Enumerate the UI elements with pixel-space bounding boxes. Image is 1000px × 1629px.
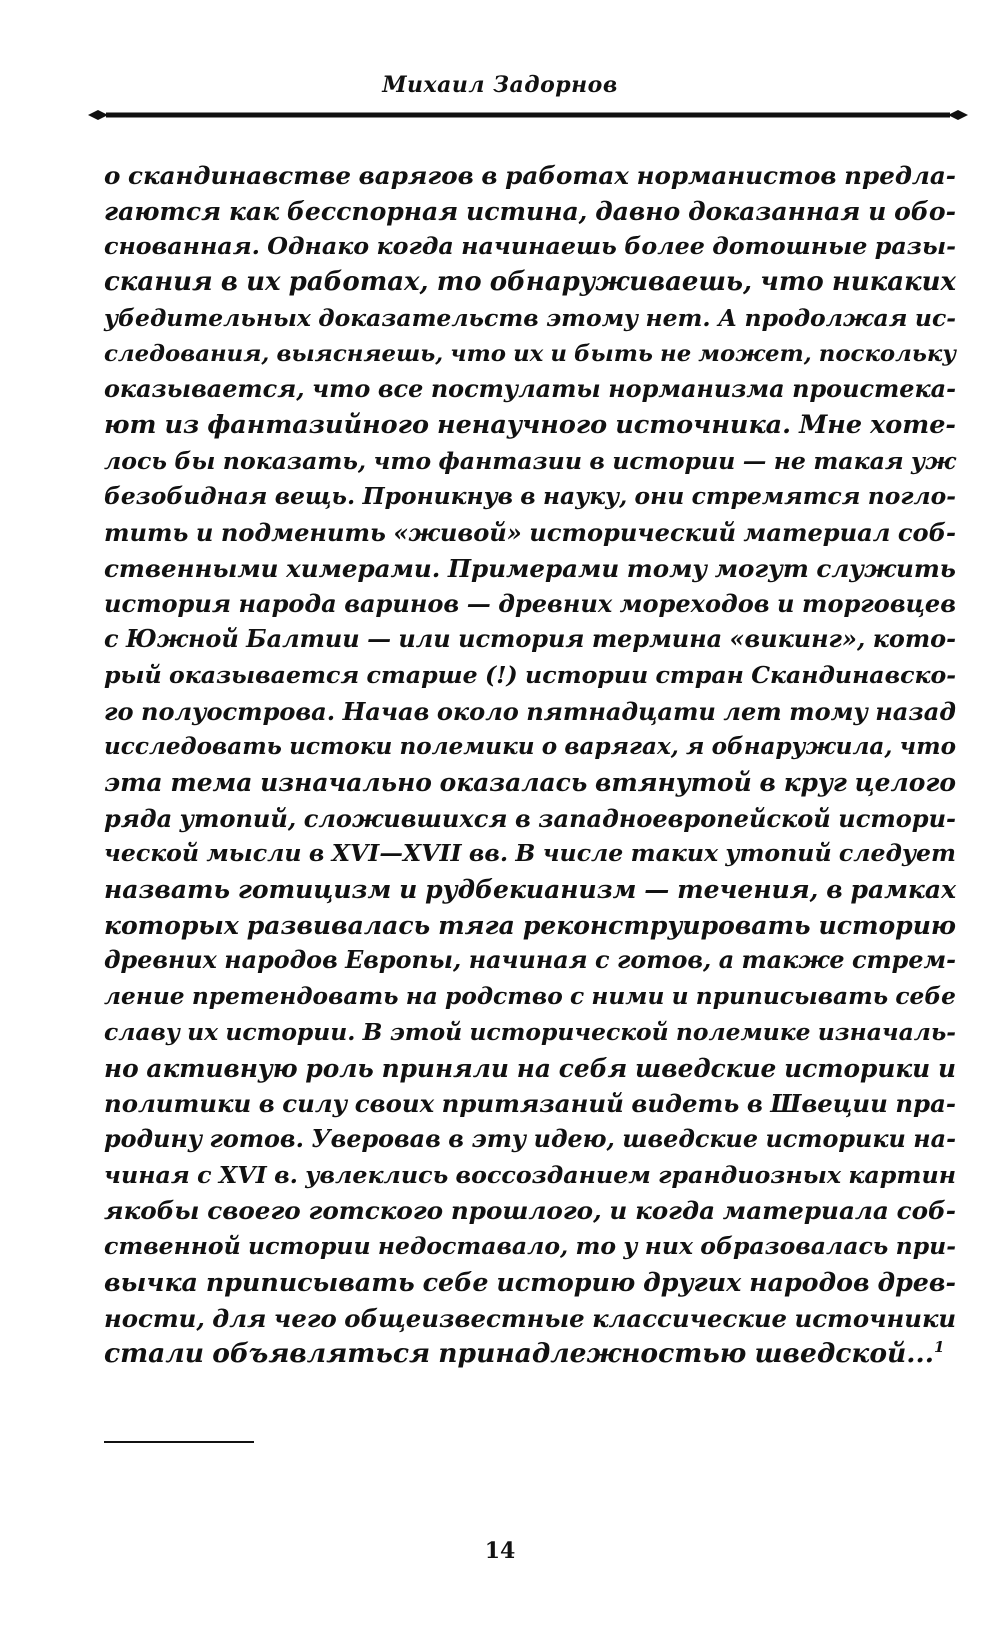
text-line: исследовать истоки полемики о варягах, я обнаружила, что bbox=[104, 733, 956, 761]
text-line: якобы своего готского прошлого, и когда материала соб- bbox=[104, 1196, 956, 1226]
text-line: эта тема изначально оказалась втянутой в круг целого bbox=[104, 767, 956, 797]
text-line: ют из фантазийного ненаучного источника. Мне хоте- bbox=[104, 409, 956, 440]
text-line: ряда утопий, сложившихся в западноевропейской истори- bbox=[104, 803, 956, 833]
text-line: безобидная вещь. Проникнув в науку, они стремятся погло- bbox=[104, 482, 956, 511]
text-line: рый оказывается старше (!) истории стран Скандинавско- bbox=[104, 660, 956, 689]
header-ornamental-rule bbox=[88, 107, 968, 123]
text-line: славу их истории. В этой исторической полемике изначаль- bbox=[104, 1017, 956, 1046]
text-line: скания в их работах, то обнаруживаешь, что никаких bbox=[104, 267, 956, 298]
text-line: ственной истории недоставало, то у них образовалась при- bbox=[104, 1232, 956, 1261]
main-text-block bbox=[104, 158, 956, 1372]
text-line: назвать готицизм и рудбекианизм — течения, в рамках bbox=[104, 874, 956, 905]
text-line: тить и подменить «живой» исторический материал соб- bbox=[104, 518, 956, 548]
text-line: с Южной Балтии — или история термина «викинг», кото- bbox=[104, 625, 956, 654]
text-line: следования, выясняешь, что их и быть не может, поскольку bbox=[104, 340, 956, 367]
text-line: которых развивалась тяга реконструировать историю bbox=[104, 909, 956, 940]
text-line: снованная. Однако когда начинаешь более дотошные разы- bbox=[104, 232, 956, 261]
text-line: го полуострова. Начав около пятнадцати лет тому назад bbox=[104, 696, 956, 726]
footnote-separator bbox=[104, 1441, 254, 1443]
text-line: гаются как бесспорная истина, давно доказанная и обо- bbox=[104, 195, 956, 226]
text-line: политики в силу своих притязаний видеть в Швеции пра- bbox=[104, 1089, 956, 1119]
text-line: ление претендовать на родство с ними и приписывать себе bbox=[104, 983, 956, 1011]
text-line: чиная с XVI в. увлеклись воссозданием грандиозных картин bbox=[104, 1160, 956, 1189]
text-line: лось бы показать, что фантазии в истории — не такая уж bbox=[104, 446, 956, 475]
text-line: оказывается, что все постулаты норманизма проистека- bbox=[104, 375, 956, 404]
text-line: о скандинавстве варягов в работах норманистов предла- bbox=[104, 161, 956, 190]
text-line: но активную роль приняли на себя шведские историки и bbox=[104, 1053, 956, 1083]
text-line: ности, для чего общеизвестные классические источники bbox=[104, 1303, 957, 1333]
page-number: 14 bbox=[484, 1538, 516, 1564]
text-line: ственными химерами. Примерами тому могут служить bbox=[104, 553, 956, 583]
text-line: стали объявляться принадлежностью шведской...$^1$ bbox=[104, 1338, 945, 1370]
running-title: Михаил Задорнов bbox=[382, 72, 618, 98]
text-line: вычка приписывать себе историю других народов древ- bbox=[104, 1266, 956, 1297]
text-line: убедительных доказательств этому нет. А продолжая ис- bbox=[104, 303, 956, 332]
text-line: родину готов. Уверовав в эту идею, шведские историки на- bbox=[104, 1124, 956, 1153]
text-line: древних народов Европы, начиная с готов, а также стрем- bbox=[104, 946, 956, 975]
text-line: история народа варинов — древних мореходов и торговцев bbox=[104, 589, 956, 619]
text-line: ческой мысли в XVI—XVII вв. В числе таких утопий следует bbox=[104, 839, 956, 868]
footnote-marker: 1 bbox=[933, 1338, 945, 1357]
